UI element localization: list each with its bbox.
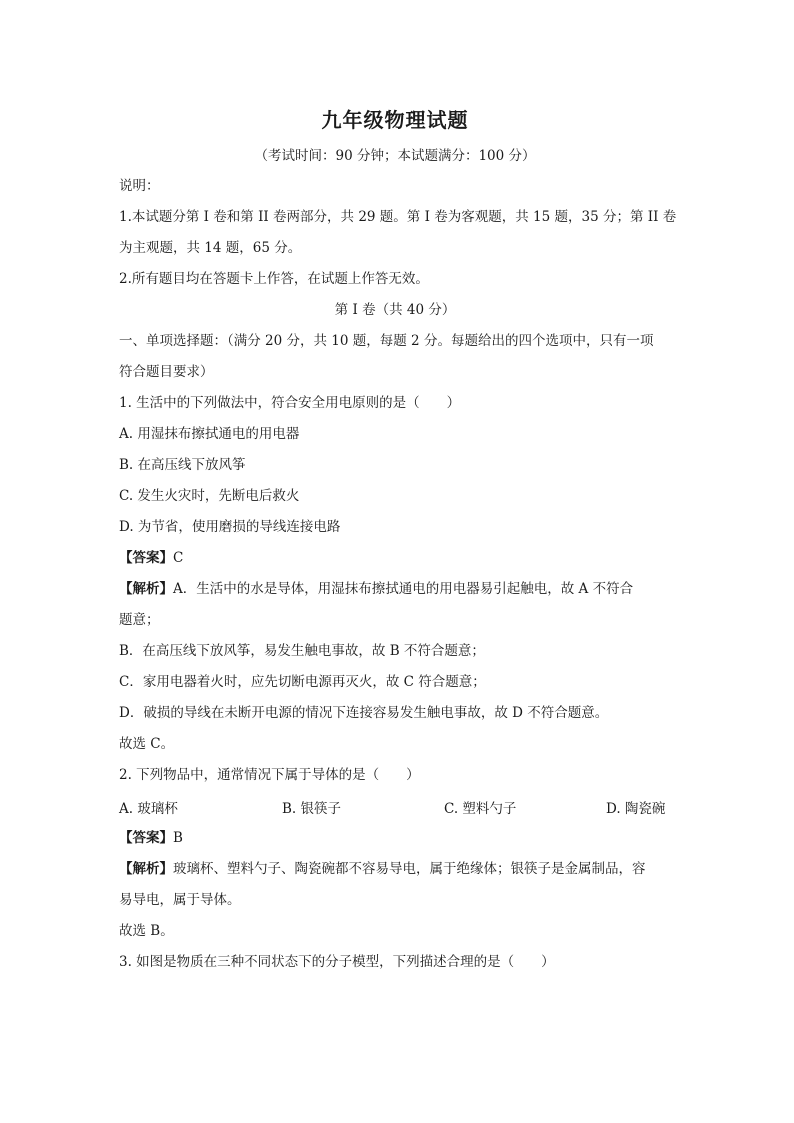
question-3-stem: 3. 如图是物质在三种不同状态下的分子模型，下列描述合理的是（ ） — [119, 954, 555, 970]
question-1-option-b: B. 在高压线下放风筝 — [119, 457, 246, 473]
question-1-analysis-b: B．在高压线下放风筝，易发生触电事故，故 B 不符合题意； — [119, 643, 485, 659]
question-2-option-b: B. 银筷子 — [282, 801, 342, 817]
analysis-label: 【解析】 — [119, 581, 173, 597]
question-2-option-a: A. 玻璃杯 — [119, 801, 178, 817]
question-2-option-c: C. 塑料勺子 — [444, 801, 517, 817]
section-intro-line-2: 符合题目要求） — [119, 364, 214, 380]
page-title: 九年级物理试题 — [321, 108, 469, 132]
question-2-answer — [119, 828, 679, 848]
question-1-analysis-line-2: 题意； — [119, 612, 160, 628]
answer-value: B — [173, 830, 183, 846]
question-1-stem: 1. 生活中的下列做法中，符合安全用电原则的是（ ） — [119, 395, 461, 411]
question-1-analysis-line-1 — [119, 579, 679, 599]
note-item-2: 2.所有题目均在答题卡上作答，在试题上作答无效。 — [119, 271, 429, 287]
question-2-options — [119, 797, 679, 817]
section-heading: 第 I 卷（共 40 分） — [334, 302, 456, 318]
notes-label: 说明： — [119, 178, 160, 194]
analysis-text: 玻璃杯、塑料勺子、陶瓷碗都不容易导电，属于绝缘体；银筷子是金属制品，容 — [173, 861, 646, 877]
section-intro-line-1: 一、单项选择题：（满分 20 分，共 10 题，每题 2 分。每题给出的四个选项中，只有一项 — [119, 333, 654, 349]
question-2-option-d: D. 陶瓷碗 — [606, 801, 666, 817]
analysis-label: 【解析】 — [119, 861, 173, 877]
answer-value: C — [173, 550, 184, 566]
question-2-analysis-line-2: 易导电，属于导体。 — [119, 892, 241, 908]
question-1-option-d: D. 为节省，使用磨损的导线连接电路 — [119, 519, 341, 535]
question-1-option-c: C. 发生火灾时，先断电后救火 — [119, 488, 300, 504]
answer-label: 【答案】 — [119, 550, 173, 566]
page-subtitle: （考试时间：90 分钟；本试题满分：100 分） — [254, 148, 536, 164]
question-1-option-a: A. 用湿抹布擦拭通电的用电器 — [119, 426, 300, 442]
note-item-1-line-2: 为主观题，共 14 题，65 分。 — [119, 240, 302, 256]
question-1-analysis-c: C．家用电器着火时，应先切断电源再灭火，故 C 符合题意； — [119, 674, 486, 690]
question-1-conclusion: 故选 C。 — [119, 736, 175, 752]
question-2-analysis-line-1 — [119, 859, 679, 879]
question-1-answer — [119, 548, 679, 568]
note-item-1-line-1: 1.本试题分第 I 卷和第 II 卷两部分，共 29 题。第 I 卷为客观题，共 15 题，35 分；第 II 卷 — [119, 209, 677, 225]
question-2-conclusion: 故选 B。 — [119, 923, 174, 939]
answer-label: 【答案】 — [119, 830, 173, 846]
analysis-text: A．生活中的水是导体，用湿抹布擦拭通电的用电器易引起触电，故 A 不符合 — [173, 581, 634, 597]
question-1-analysis-d: D．破损的导线在未断开电源的情况下连接容易发生触电事故，故 D 不符合题意。 — [119, 705, 609, 721]
question-2-stem: 2. 下列物品中，通常情况下属于导体的是（ ） — [119, 767, 420, 783]
